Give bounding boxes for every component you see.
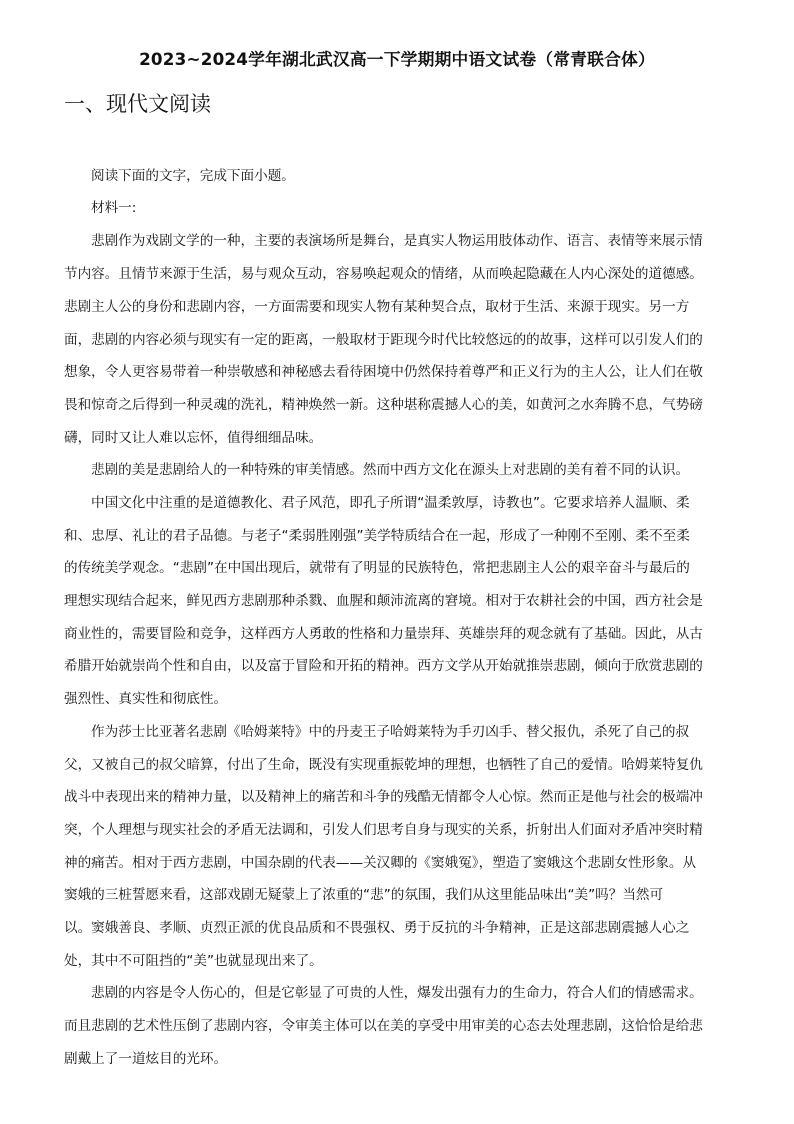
text-line: 阅读下面的文字，完成下面小题。 xyxy=(91,168,295,184)
text-line: 中国文化中注重的是道德教化、君子风范，即孔子所谓“温柔敦厚，诗教也”。它要求培养人温顺、柔 xyxy=(91,495,690,511)
section-heading: 一、现代文阅读 xyxy=(64,92,211,116)
text-line: 悲剧主人公的身份和悲剧内容，一方面需要和现实人物有某种契合点，取材于生活、来源于现实。另一方 xyxy=(64,299,690,315)
text-line: 和、忠厚、礼让的君子品德。与老子“柔弱胜刚强”美学特质结合在一起，形成了一种刚不至刚、柔不至柔 xyxy=(64,528,690,544)
text-line: 畏和惊奇之后得到一种灵魂的洗礼，精神焕然一新。这种堪称震撼人心的美，如黄河之水奔腾不息，气势磅 xyxy=(64,397,703,413)
text-line: 悲剧的内容是令人伤心的，但是它彰显了可贵的人性，爆发出强有力的生命力，符合人们的情感需求。 xyxy=(91,985,703,1001)
text-line: 强烈性、真实性和彻底性。 xyxy=(64,691,228,707)
text-line: 突，个人理想与现实社会的矛盾无法调和，引发人们思考自身与现实的关系，折射出人们面对矛盾冲突时精 xyxy=(64,822,703,838)
text-line: 以。窦娥善良、孝顺、贞烈正派的优良品质和不畏强权、勇于反抗的斗争精神，正是这部悲剧震撼人心之 xyxy=(64,920,690,936)
text-line: 作为莎士比亚著名悲剧《哈姆莱特》中的丹麦王子哈姆莱特为手刃凶手、替父报仇，杀死了自己的叔 xyxy=(91,724,690,740)
text-line: 窦娥的三桩誓愿来看，这部戏剧无疑蒙上了浓重的“悲”的氛围，我们从这里能品味出“美”吗？当然可 xyxy=(64,887,664,903)
text-line: 面，悲剧的内容必须与现实有一定的距离，一般取材于距现今时代比较悠远的的故事，这样可以引发人们的 xyxy=(64,332,703,348)
text-line: 的传统美学观念。“悲剧”在中国出现后，就带有了明显的民族特色，常把悲剧主人公的艰辛奋斗与最后的 xyxy=(64,560,690,576)
text-line: 剧戴上了一道炫目的光环。 xyxy=(64,1051,228,1067)
text-line: 材料一: xyxy=(91,200,137,216)
text-line: 悲剧作为戏剧文学的一种，主要的表演场所是舞台，是真实人物运用肢体动作、语言、表情等来展示情 xyxy=(91,233,703,249)
document-title: 2023~2024学年湖北武汉高一下学期期中语文试卷（常青联合体） xyxy=(139,49,655,69)
text-line: 想象，令人更容易带着一种崇敬感和神秘感去看待困境中仍然保持着尊严和正义行为的主人公，让人们在敬 xyxy=(64,364,703,380)
text-line: 礴，同时又让人难以忘怀，值得细细品味。 xyxy=(64,430,323,446)
text-line: 节内容。且情节来源于生活，易与观众互动，容易唤起观众的情绪，从而唤起隐藏在人内心深处的道德感。 xyxy=(64,266,703,282)
text-line: 神的痛苦。相对于西方悲剧，中国杂剧的代表——关汉卿的《窦娥冤》，塑造了窦娥这个悲剧女性形象。从 xyxy=(64,855,697,871)
text-line: 悲剧的美是悲剧给人的一种特殊的审美情感。然而中西方文化在源头上对悲剧的美有着不同的认识。 xyxy=(91,462,690,478)
text-line: 而且悲剧的艺术性压倒了悲剧内容，令审美主体可以在美的享受中用审美的心态去处理悲剧，这恰恰是给悲 xyxy=(64,1018,703,1034)
text-line: 理想实现结合起来，鲜见西方悲剧那种杀戮、血腥和颠沛流离的窘境。相对于农耕社会的中国，西方社会是 xyxy=(64,593,703,609)
text-line: 父，又被自己的叔父暗算，付出了生命，既没有实现重振乾坤的理想，也牺牲了自己的爱情。哈姆莱特复仇 xyxy=(64,757,703,773)
text-line: 处，其中不可阻挡的“美”也就显现出来了。 xyxy=(64,953,323,969)
text-line: 希腊开始就崇尚个性和自由，以及富于冒险和开拓的精神。西方文学从开始就推崇悲剧，倾向于欣赏悲剧的 xyxy=(64,658,703,674)
text-line: 战斗中表现出来的精神力量，以及精神上的痛苦和斗争的残酷无情都令人心惊。然而正是他与社会的极端冲 xyxy=(64,789,703,805)
text-line: 商业性的，需要冒险和竞争，这样西方人勇敢的性格和力量崇拜、英雄崇拜的观念就有了基础。因此，从古 xyxy=(64,626,703,642)
